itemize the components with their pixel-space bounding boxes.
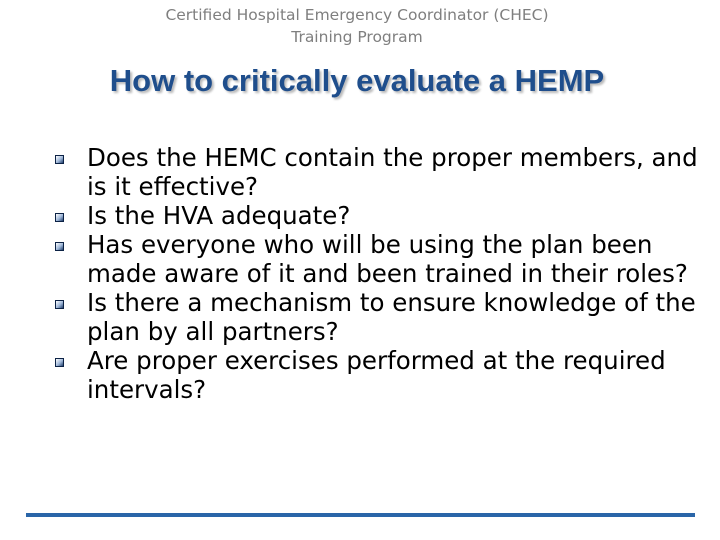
bullet-text: Has everyone who will be using the plan been made aware of it and been trained in their roles? — [87, 230, 688, 288]
square-bullet-icon — [55, 358, 64, 367]
bullet-item — [55, 201, 705, 230]
bullet-item — [55, 230, 705, 288]
square-bullet-icon — [55, 155, 64, 164]
header-line-1: Certified Hospital Emergency Coordinator (CHEC) — [165, 6, 549, 24]
square-bullet-icon — [55, 242, 64, 251]
bullet-text: Are proper exercises performed at the required intervals? — [87, 346, 666, 404]
square-bullet-icon — [55, 300, 64, 309]
header-line-2: Training Program — [291, 28, 423, 46]
bullet-item — [55, 288, 705, 346]
slide-header — [0, 4, 714, 48]
square-bullet-icon — [55, 213, 64, 222]
bullet-list — [55, 143, 705, 404]
bullet-text: Does the HEMC contain the proper members, and is it effective? — [87, 143, 698, 201]
bullet-text: Is the HVA adequate? — [87, 201, 351, 230]
bullet-text: Is there a mechanism to ensure knowledge of the plan by all partners? — [87, 288, 696, 346]
slide-title: How to critically evaluate a HEMP — [109, 63, 605, 98]
bullet-item — [55, 143, 705, 201]
bullet-item — [55, 346, 705, 404]
bottom-divider — [26, 513, 695, 517]
